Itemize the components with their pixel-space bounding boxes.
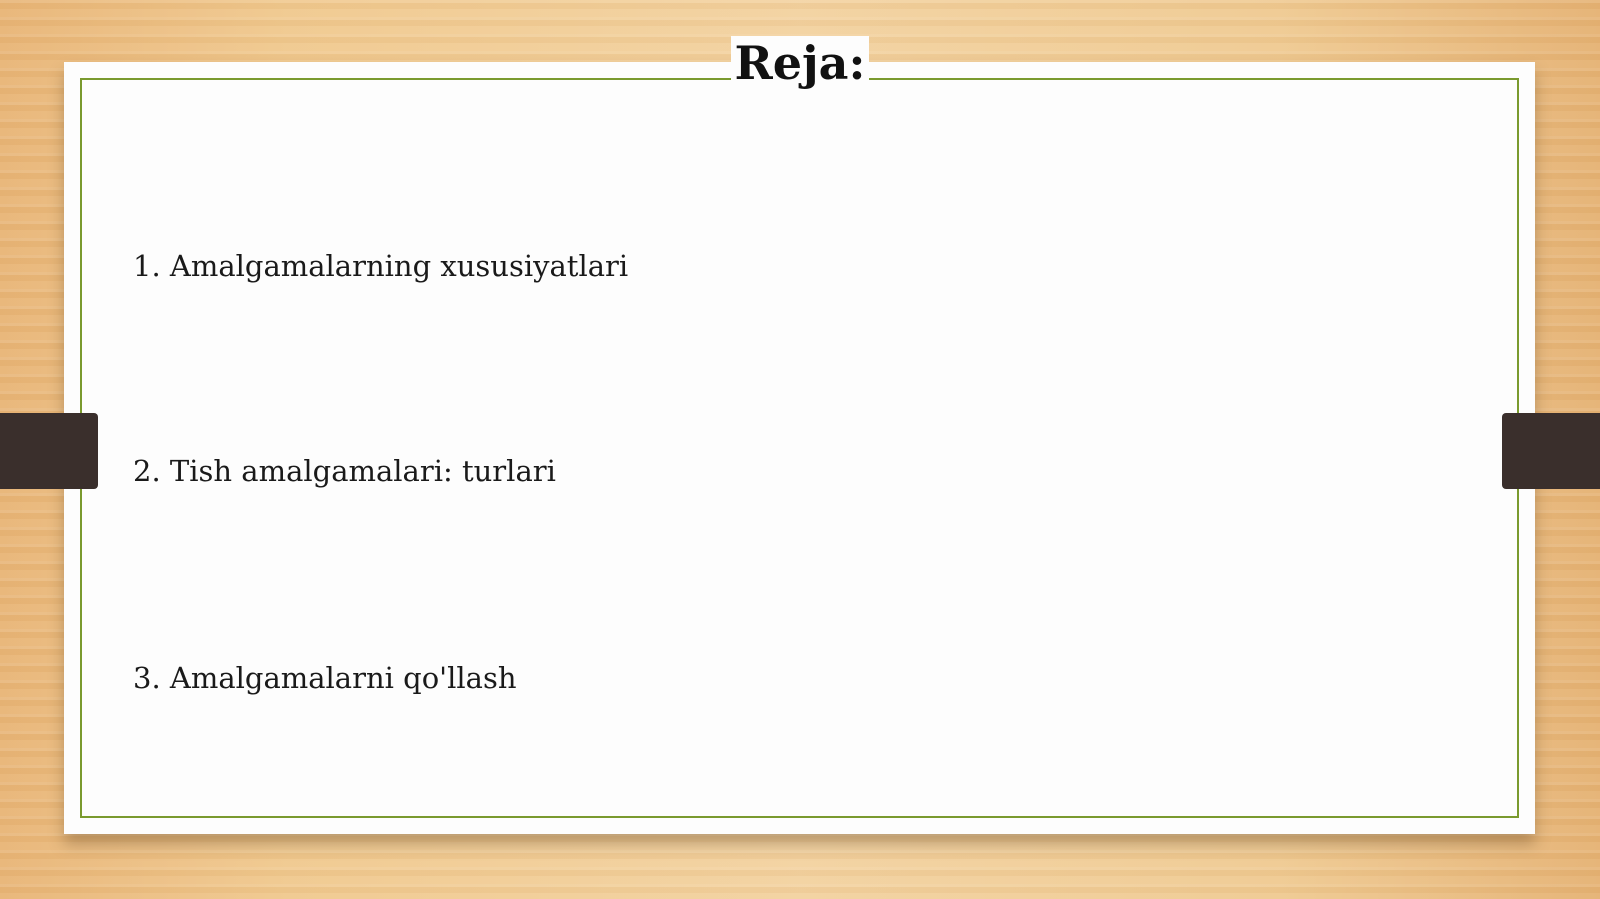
slide-title-text: Reja: (731, 36, 870, 90)
left-tab-decoration (0, 413, 98, 489)
plan-item-1: 1. Amalgamalarning xususiyatlari (133, 249, 629, 283)
right-tab-decoration (1502, 413, 1600, 489)
plan-item-2: 2. Tish amalgamalari: turlari (133, 454, 556, 488)
plan-item-3: 3. Amalgamalarni qo'llash (133, 661, 517, 695)
slide-frame (80, 78, 1519, 818)
slide-title (0, 36, 1600, 90)
slide-card (64, 62, 1535, 834)
